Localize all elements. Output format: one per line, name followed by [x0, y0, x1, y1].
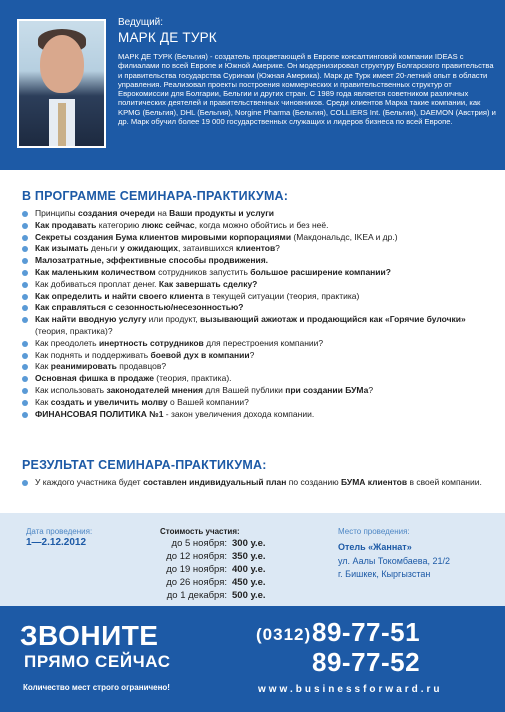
bullet-text: для Вашей публики: [202, 384, 286, 395]
bullet-item: [22, 302, 492, 314]
program-title: В ПРОГРАММЕ СЕМИНАРА-ПРАКТИКУМА:: [22, 189, 289, 203]
result-section: [22, 458, 492, 489]
host-name: МАРК ДЕ ТУРК: [118, 30, 217, 45]
place-label: Место проведения:: [338, 527, 410, 536]
bullet-text: Как использовать: [35, 384, 107, 395]
phone-number-1: 89-77-51: [312, 617, 421, 647]
cost-price: 300 у.е.: [232, 538, 266, 549]
bullet-text-bold: Как маленьким количеством: [35, 266, 156, 277]
bullet-text: по созданию: [286, 477, 342, 487]
bullet-text-bold: создать и увеличить молву: [50, 396, 168, 407]
bullet-dot-icon: [22, 282, 28, 288]
bullet-dot-icon: [22, 353, 28, 359]
cost-row: [148, 538, 273, 551]
bullet-dot-icon: [22, 211, 28, 217]
bullet-text: ?: [368, 384, 374, 395]
phone-number-2: 89-77-52: [312, 647, 421, 677]
bullet-dot-icon: [22, 305, 28, 311]
bullet-item: [22, 314, 492, 338]
bullet-text-bold: Как найти вводную услугу: [35, 314, 147, 325]
bullet-text-bold: составлен индивидуальный план: [143, 477, 287, 487]
host-label: Ведущий:: [118, 17, 164, 28]
program-section: [22, 189, 492, 420]
bullet-text-bold: Малозатратные, эффективные способы продвижения.: [35, 255, 269, 266]
bullet-text-bold: БУМА клиентов: [341, 477, 408, 487]
bullet-dot-icon: [22, 412, 28, 418]
bullet-dot-icon: [22, 270, 28, 276]
bullet-text: продавцов?: [116, 361, 167, 372]
photo-face: [40, 35, 84, 93]
bullet-text: категорию: [96, 219, 142, 230]
bullet-text-bold: реанимировать: [50, 361, 117, 372]
bullet-dot-icon: [22, 246, 28, 252]
bullet-item: [22, 232, 492, 244]
phone-area-code: (0312): [256, 625, 312, 644]
cost-deadline: до 1 декабря:: [166, 590, 227, 601]
bullet-text: Как: [35, 396, 51, 407]
bullet-item: [22, 208, 492, 220]
bullet-item: [22, 361, 492, 373]
bullet-text: Как добиваться проплат денег.: [35, 278, 159, 289]
bullet-item: [22, 385, 492, 397]
bullet-dot-icon: [22, 400, 28, 406]
bullet-text-bold: клиентов: [235, 243, 276, 254]
bullet-text: сотрудников запустить: [155, 266, 251, 277]
bullet-text: в своей компании.: [407, 477, 482, 487]
cost-row: [148, 564, 273, 577]
bullet-text-bold: Как продавать: [35, 219, 97, 230]
bullet-item: [22, 255, 492, 267]
bullet-item: [22, 350, 492, 362]
cost-price: 400 у.е.: [232, 564, 266, 575]
bullet-dot-icon: [22, 294, 28, 300]
place-address-street: ул. Аалы Токомбаева, 21/2: [338, 556, 450, 566]
bullet-item: [22, 279, 492, 291]
bullet-text: Как: [35, 361, 51, 372]
bullet-item: [22, 267, 492, 279]
bullet-item: [22, 291, 492, 303]
bullet-item: [22, 338, 492, 350]
bullet-text: в текущей ситуации (теория, практика): [203, 290, 360, 301]
bullet-text: деньги: [88, 243, 121, 254]
bullet-text-bold: Основная фишка в продаже: [35, 373, 154, 384]
bullet-text: - закон увеличения дохода компании.: [163, 408, 315, 419]
bullet-text: на: [155, 208, 170, 218]
bullet-dot-icon: [22, 376, 28, 382]
cost-deadline: до 12 ноября:: [166, 551, 227, 562]
bullet-text-bold: Как определить и найти своего клиента: [35, 290, 204, 301]
bullet-text: Как преодолеть: [35, 337, 99, 348]
cost-list: [148, 538, 273, 603]
bullet-text-bold: Секреты создания Бума клиентов мировыми корпорациями: [35, 231, 292, 242]
cost-price: 500 у.е.: [232, 590, 266, 601]
bullet-text: , когда можно обойтись и без неё.: [194, 219, 329, 230]
photo-tie: [58, 103, 66, 148]
bullet-text: У каждого участника будет: [35, 477, 144, 487]
bullet-text: , затаившихся: [177, 243, 236, 254]
cost-deadline: до 19 ноября:: [166, 564, 227, 575]
host-photo: [17, 19, 106, 148]
bullet-text-bold: Как завершать сделку?: [158, 278, 258, 289]
bullet-text-bold: при создании БУМа: [285, 384, 369, 395]
result-list: [22, 477, 492, 489]
bullet-dot-icon: [22, 480, 28, 486]
bullet-dot-icon: [22, 235, 28, 241]
bullet-text-bold: люкс сейчас: [141, 219, 195, 230]
place-name: Отель «Жаннат»: [338, 542, 412, 552]
cost-deadline: до 26 ноября:: [166, 577, 227, 588]
bullet-text: или продукт,: [146, 314, 201, 325]
bullet-text: ?: [275, 243, 280, 254]
cost-price: 350 у.е.: [232, 551, 266, 562]
call-now-heading: ЗВОНИТЕ: [20, 620, 159, 651]
bullet-text-bold: ФИНАНСОВАЯ ПОЛИТИКА №1: [35, 408, 164, 419]
bullet-text-bold: вызывающий ажиотаж и продающийся как «Горячие булочки»: [200, 314, 466, 325]
bullet-text: (теория, практика).: [153, 373, 232, 384]
bullet-text-bold: законодателей мнения: [106, 384, 203, 395]
bullet-text-bold: Ваши продукты и услуги: [169, 208, 274, 218]
cost-row: [148, 551, 273, 564]
bullet-text-bold: инертность сотрудников: [98, 337, 204, 348]
bullet-text: (Макдональдс, IKEA и др.): [291, 231, 398, 242]
bullet-item: [22, 397, 492, 409]
bullet-text-bold: Как изымать: [35, 243, 89, 254]
bullet-dot-icon: [22, 258, 28, 264]
bullet-dot-icon: [22, 364, 28, 370]
bullet-dot-icon: [22, 388, 28, 394]
host-bio: МАРК ДЕ ТУРК (Бельгия) - создатель процветающей в Европе консалтинговой компании IDEAS с филиалами по всей Европе и Южной Америке. Он модернизировал структуру Болгарского правительства и правительства государства Суринам (Южная Америка). Марк де Турк имеет 20-летний опыт в области управления. Реализовал проекты построения коммерческих и правительственных структур от Еврокомиссии для Болгарии, Бельгии и других стран. С 1989 года является советником различных политических деятелей и правительственных чиновников. Среди клиентов Марка такие компании, как KPMG (Бельгия), DHL (Бельгия), Norgine Pharma (Бельгия), COLLIERS Int. (Бельгия), DAEMON (Австрия) и др. Марк обучил более 19 000 государственных служащих и лидеров бизнеса по всей Европе.: [118, 52, 496, 126]
bullet-item: [22, 243, 492, 255]
website-link: www.businessforward.ru: [258, 684, 443, 695]
bullet-text-bold: создания очереди: [77, 208, 156, 218]
bullet-text-bold: Как справляться с сезонностью/несезонностью?: [35, 302, 244, 313]
call-now-subheading: ПРЯМО СЕЙЧАС: [24, 652, 171, 671]
bullet-dot-icon: [22, 341, 28, 347]
limited-seats-note: Количество мест строго ограничено!: [23, 683, 170, 692]
bullet-text: ?: [249, 349, 255, 360]
program-list: [22, 208, 492, 420]
result-title: РЕЗУЛЬТАТ СЕМИНАРА-ПРАКТИКУМА:: [22, 458, 267, 472]
bullet-text: (теория, практика)?: [35, 325, 113, 336]
bullet-item: [22, 373, 492, 385]
bullet-dot-icon: [22, 223, 28, 229]
bullet-text-bold: у ожидающих: [120, 243, 178, 254]
cost-price: 450 у.е.: [232, 577, 266, 588]
cost-deadline: до 5 ноября:: [171, 538, 227, 549]
bullet-item: [22, 477, 492, 489]
cost-row: [148, 590, 273, 603]
bullet-dot-icon: [22, 317, 28, 323]
date-label: Дата проведения:: [26, 527, 93, 536]
bullet-item: [22, 220, 492, 232]
place-address-city: г. Бишкек, Кыргызстан: [338, 569, 431, 579]
bullet-text-bold: большое расширение компании?: [250, 266, 391, 277]
bullet-item: [22, 409, 492, 421]
bullet-text: о Вашей компании?: [167, 396, 249, 407]
bullet-text: Принципы: [35, 208, 78, 218]
bullet-text: для перестроения компании?: [203, 337, 324, 348]
cost-row: [148, 577, 273, 590]
date-value: 1—2.12.2012: [26, 537, 87, 548]
cost-label: Стоимость участия:: [160, 527, 240, 536]
bullet-text: Как поднять и поддерживать: [35, 349, 151, 360]
bullet-text-bold: боевой дух в компании: [150, 349, 250, 360]
